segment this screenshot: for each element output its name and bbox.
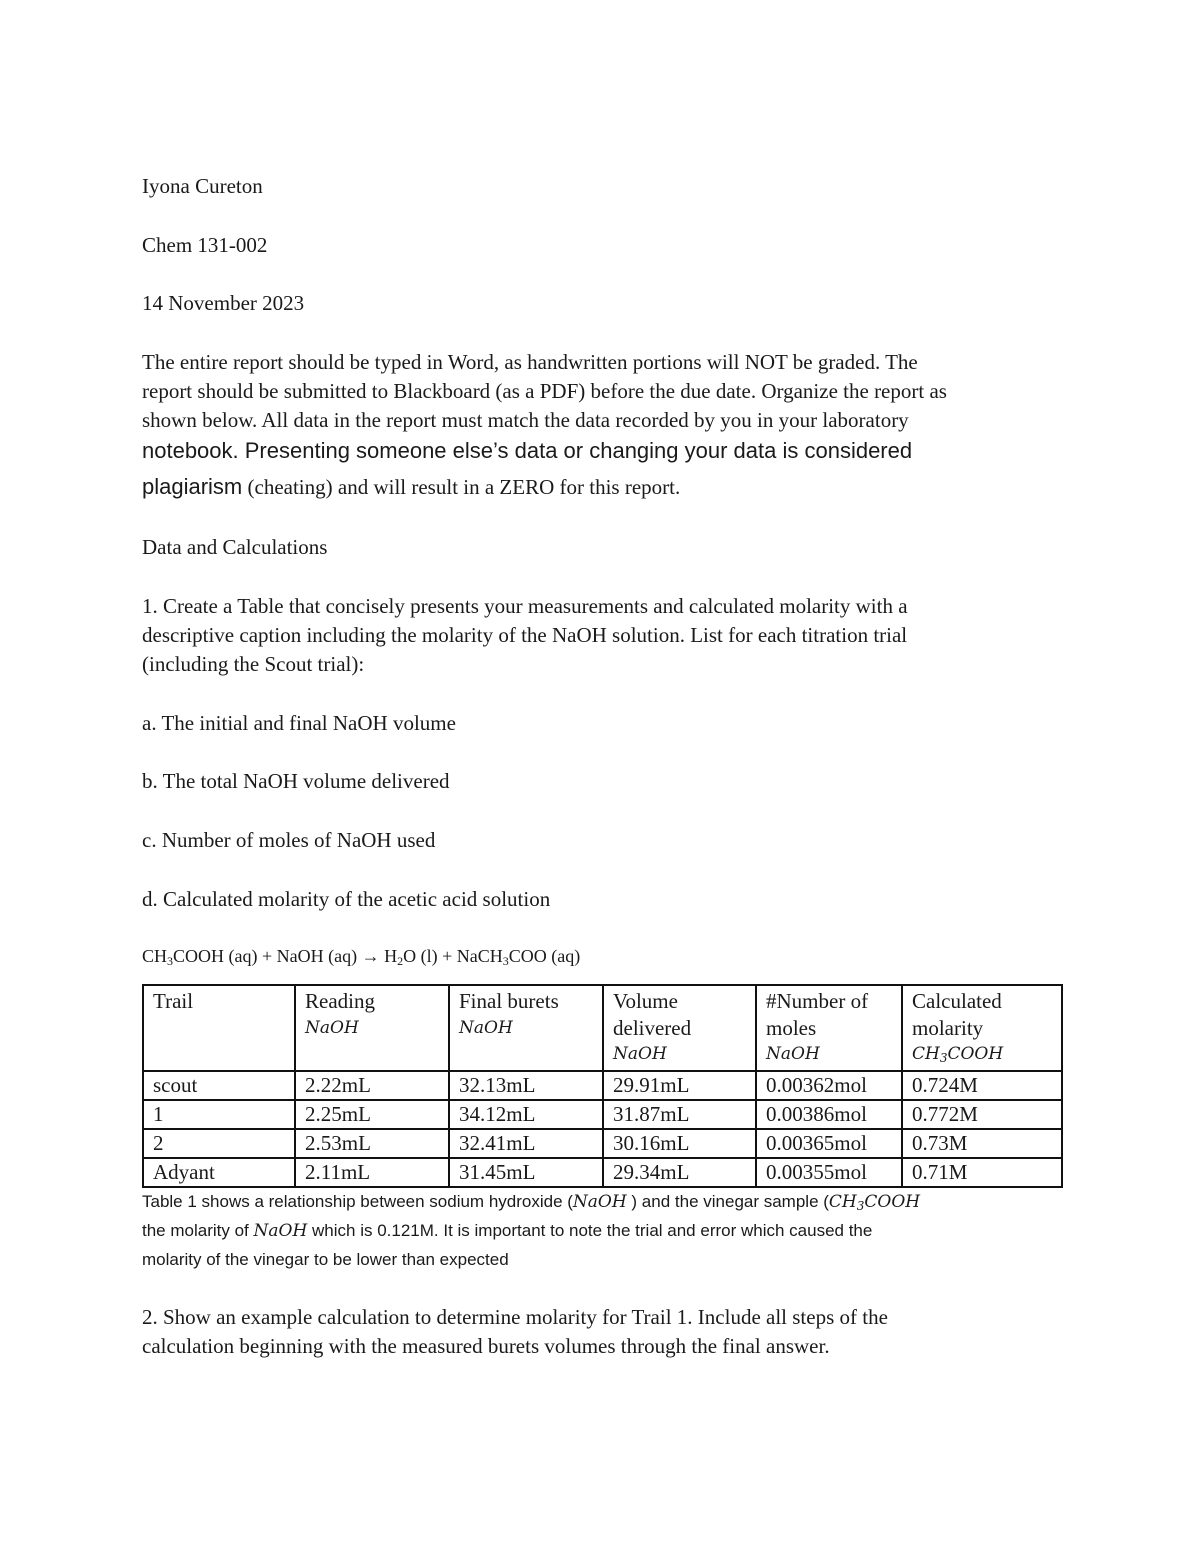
question-2-line-1: 2. Show an example calculation to determine molarity for Trail 1. Include all steps of the [142, 1305, 888, 1329]
header-cell: Final burets NaOH [449, 985, 603, 1071]
table-cell: 0.73M [902, 1129, 1062, 1158]
list-item-c: c. Number of moles of NaOH used [142, 828, 436, 852]
titration-table [142, 984, 1063, 1188]
table-caption-line-3: molarity of the vinegar to be lower than expected [142, 1250, 509, 1269]
table-cell: 32.41mL [449, 1129, 603, 1158]
table-cell: 30.16mL [603, 1129, 756, 1158]
header-cell: Calculated molarity $CH_3COOH$ [902, 985, 1062, 1071]
table-caption-line-1: Table 1 shows a relationship between sodium hydroxide (NaOH ) and the vinegar sample ($CH_3COOH$ [142, 1192, 921, 1213]
table-cell: 1 [143, 1100, 295, 1129]
question-1-line-3: (including the Scout trial): [142, 652, 365, 676]
instructions-line-5-rest: (cheating) and will result in a ZERO for this report. [242, 475, 681, 499]
instructions-line-1: The entire report should be typed in Word, as handwritten portions will NOT be graded. The [142, 350, 918, 374]
table-cell: 0.00355mol [756, 1158, 902, 1187]
header-cell: Volume delivered NaOH [603, 985, 756, 1071]
question-1-line-2: descriptive caption including the molarity of the NaOH solution. List for each titration trial [142, 623, 908, 647]
question-1-line-1: 1. Create a Table that concisely presents your measurements and calculated molarity with a [142, 594, 908, 618]
table-cell: 0.71M [902, 1158, 1062, 1187]
table-cell: 31.87mL [603, 1100, 756, 1129]
table-cell: 31.45mL [449, 1158, 603, 1187]
table-cell: 0.00362mol [756, 1071, 902, 1100]
instructions-line-3: shown below. All data in the report must match the data recorded by you in your laboratory [142, 408, 909, 432]
reaction-equation: $CH_3COOH$ (aq) + NaOH $(aq) \to H_2O$ (l) + NaCH$_3$COO (aq) [142, 946, 581, 968]
table-cell: 0.724M [902, 1071, 1062, 1100]
table-cell: 2.22mL [295, 1071, 449, 1100]
list-item-a: a. The initial and final NaOH volume [142, 711, 456, 735]
table-row [143, 1100, 1062, 1129]
table-row [143, 1158, 1062, 1187]
list-item-d: d. Calculated molarity of the acetic acid solution [142, 887, 551, 911]
table-cell: 0.772M [902, 1100, 1062, 1129]
plagiarism-word: plagiarism [142, 474, 243, 499]
table-cell: 0.00386mol [756, 1100, 902, 1129]
report-date: 14 November 2023 [142, 291, 305, 315]
table-caption-line-2: the molarity of NaOH which is 0.121M. It is important to note the trial and error which caused the [142, 1221, 873, 1241]
table-cell: 2.11mL [295, 1158, 449, 1187]
table-row [143, 1129, 1062, 1158]
instructions-line-4: notebook. Presenting someone else’s data or changing your data is considered [142, 438, 913, 463]
list-item-b: b. The total NaOH volume delivered [142, 769, 450, 793]
header-cell: Trail [143, 985, 295, 1071]
table-cell: 29.91mL [603, 1071, 756, 1100]
question-2-line-2: calculation beginning with the measured burets volumes through the final answer. [142, 1334, 830, 1358]
table-header-row [143, 985, 1062, 1071]
instructions-line-2: report should be submitted to Blackboard (as a PDF) before the due date. Organize the report as [142, 379, 947, 403]
table-cell: 0.00365mol [756, 1129, 902, 1158]
header-cell: #Number of moles NaOH [756, 985, 902, 1071]
section-title: Data and Calculations [142, 535, 328, 559]
table-cell: 2.53mL [295, 1129, 449, 1158]
table-cell: scout [143, 1071, 295, 1100]
course-code: Chem 131-002 [142, 233, 268, 257]
table-cell: 29.34mL [603, 1158, 756, 1187]
header-cell: Reading NaOH [295, 985, 449, 1071]
table-cell: 2.25mL [295, 1100, 449, 1129]
table-cell: 2 [143, 1129, 295, 1158]
instructions-line-5 [142, 472, 680, 502]
table-row [143, 1071, 1062, 1100]
table-cell: Adyant [143, 1158, 295, 1187]
table-cell: 34.12mL [449, 1100, 603, 1129]
author-name: Iyona Cureton [142, 174, 263, 198]
table-cell: 32.13mL [449, 1071, 603, 1100]
